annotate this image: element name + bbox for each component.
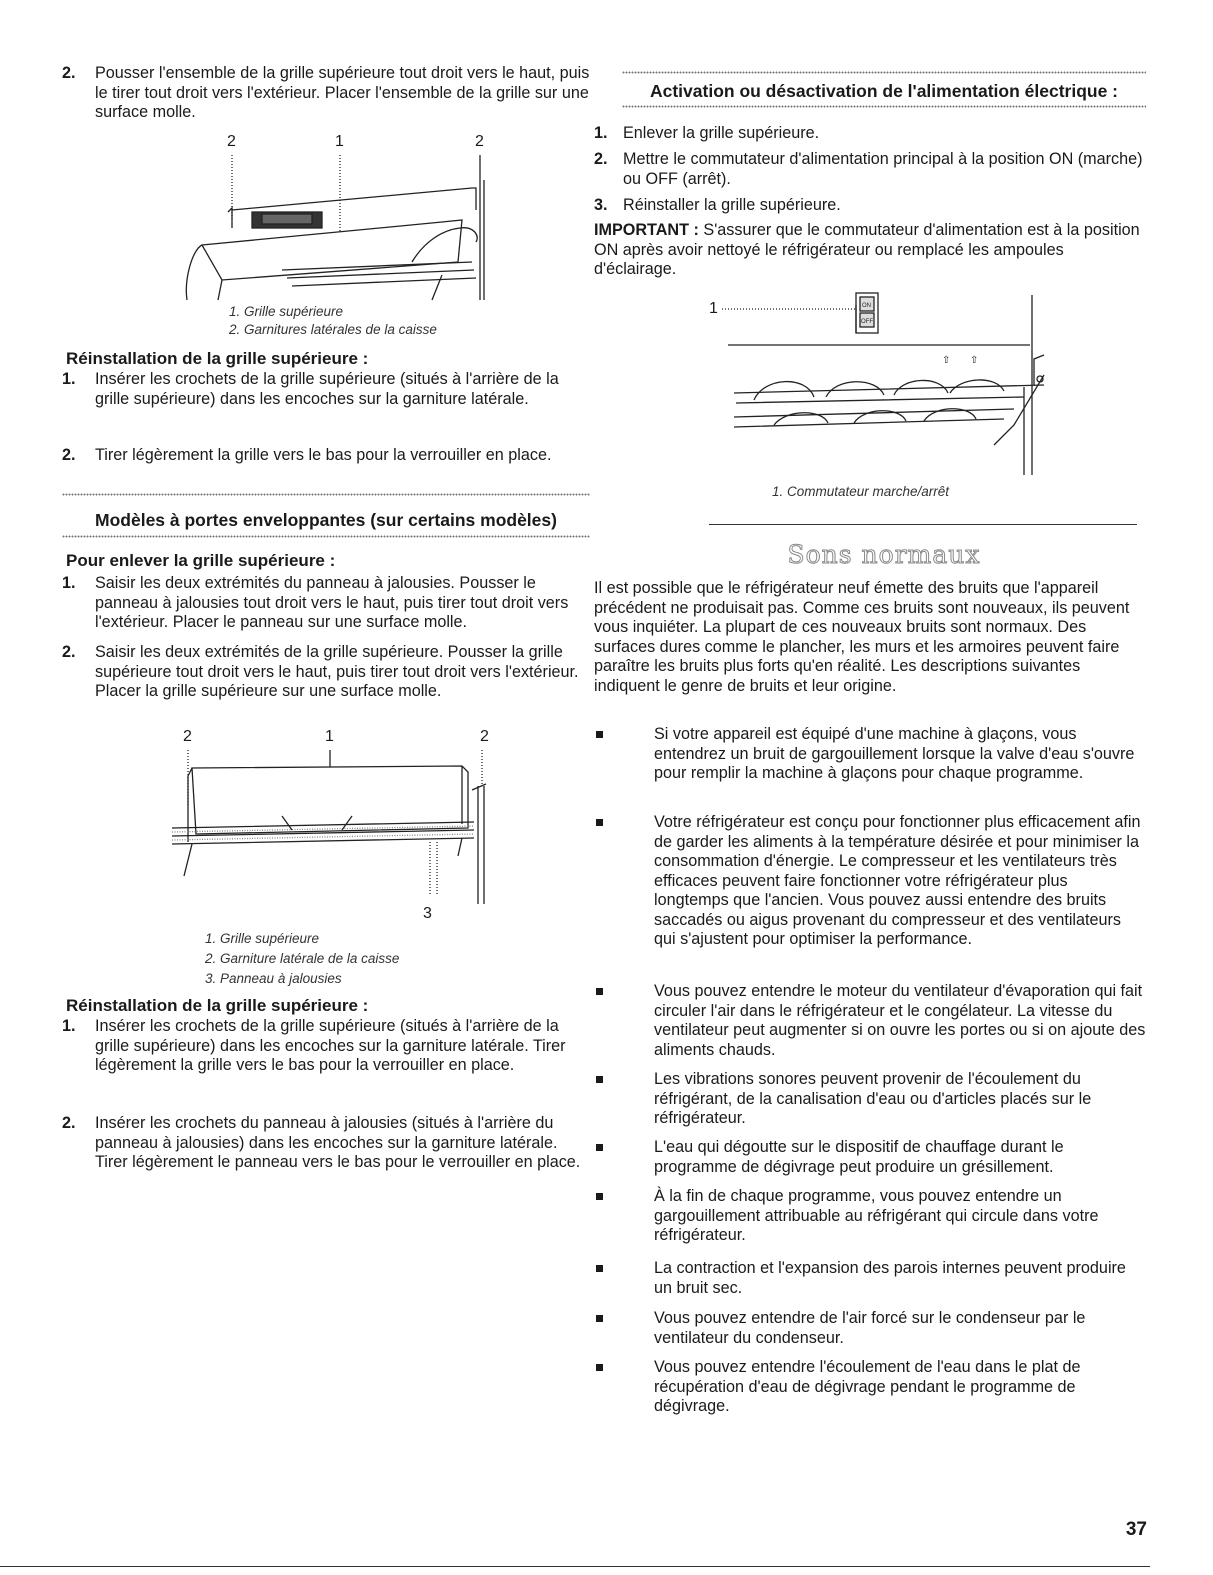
list-item: Les vibrations sonores peuvent provenir de l'écoulement du réfrigérant, de la canalisation d'eau ou d'articles placés sur le réfrigérateur. [594, 1070, 1146, 1129]
bullet-icon [596, 819, 603, 826]
instruction-step: 2. Mettre le commutateur d'alimentation principal à la position ON (marche) ou OFF (arrêt). [594, 150, 1143, 188]
page-number: 37 [1125, 1519, 1147, 1540]
dotted-rule [622, 105, 1146, 108]
section-heading: Réinstallation de la grille supérieure : [66, 349, 369, 368]
instruction-step: 3. Réinstaller la grille supérieure. [594, 196, 841, 214]
list-item: La contraction et l'expansion des parois internes peuvent produire un bruit sec. [594, 1259, 1146, 1298]
instruction-step: 1. Enlever la grille supérieure. [594, 124, 820, 142]
section-divider [709, 524, 1137, 525]
bullet-icon [596, 731, 603, 738]
figure-caption: 2. Garniture latérale de la caisse [205, 951, 400, 966]
instruction-step: 2. Pousser l'ensemble de la grille supérieure tout droit vers le haut, puis le tirer tout droit vers l'extérieur. Placer l'ensemble de la grille sur une surface molle. [62, 64, 590, 121]
list-item: À la fin de chaque programme, vous pouvez entendre un gargouillement attribuable au réfrigérant qui circule dans votre réfrigérateur. [594, 1187, 1146, 1246]
figure-callout: 2 [475, 133, 484, 150]
list-item: Vous pouvez entendre le moteur du ventilateur d'évaporation qui fait circuler l'air dans le réfrigérateur et le congélateur. La vitesse du ventilateur peut augmenter si on ouvre les portes ou si on ajoute des aliments chauds. [594, 982, 1146, 1060]
bullet-icon [596, 1315, 603, 1322]
instruction-step: 1. Insérer les crochets de la grille supérieure (situés à l'arrière de la grille supérieure) dans les encoches sur la garniture latérale. Tirer légèrement la grille vers le bas pour la verrouiller en place. [62, 1017, 566, 1074]
list-item: L'eau qui dégoutte sur le dispositif de chauffage durant le programme de dégivrage peut produire un grésillement. [594, 1138, 1146, 1177]
footer-rule [0, 1566, 1150, 1567]
bullet-icon [596, 988, 603, 995]
power-switch-illustration [714, 285, 1064, 480]
figure-caption: 1. Commutateur marche/arrêt [772, 484, 950, 499]
bullet-icon [596, 1076, 603, 1083]
figure-callout: 1 [709, 300, 718, 317]
figure-caption: 1. Grille supérieure [205, 931, 320, 946]
section-title: Sons normaux [787, 540, 981, 569]
svg-text:⇧: ⇧ [970, 355, 979, 366]
figure-caption: 1. Grille supérieure [229, 304, 344, 319]
grille-removal-illustration [162, 150, 492, 302]
important-note: IMPORTANT : S'assurer que le commutateur d'alimentation est à la position ON après avoir nettoyé le réfrigérateur ou remplacé les ampoules d'éclairage. [594, 221, 1140, 278]
figure-callout: 2 [183, 728, 192, 745]
list-item: Si votre appareil est équipé d'une machine à glaçons, vous entendrez un bruit de gargouillement lorsque la valve d'eau s'ouvre pour remplir la machine à glaçons pour chaque programme. [594, 725, 1146, 784]
figure-callout: 1 [325, 728, 334, 745]
list-item: Vous pouvez entendre l'écoulement de l'eau dans le plat de récupération d'eau de dégivrage pendant le programme de dégivrage. [594, 1358, 1146, 1417]
instruction-step: 2. Tirer légèrement la grille vers le bas pour la verrouiller en place. [62, 446, 552, 464]
instruction-step: 2. Insérer les crochets du panneau à jalousies (situés à l'arrière du panneau à jalousies) dans les encoches sur la garniture latérale. Tirer légèrement le panneau vers le bas pour le verrouiller en place. [62, 1114, 581, 1171]
figure-caption: 3. Panneau à jalousies [205, 971, 342, 986]
bullet-icon [596, 1144, 603, 1151]
figure-callout: 3 [423, 905, 432, 922]
louvered-panel-illustration [162, 746, 492, 906]
bullet-icon [596, 1364, 603, 1371]
switch-on-label: ON [862, 303, 871, 309]
list-item: Vous pouvez entendre de l'air forcé sur le condenseur par le ventilateur du condenseur. [594, 1309, 1146, 1348]
section-banner: Modèles à portes enveloppantes (sur certains modèles) [95, 510, 557, 530]
figure-caption: 2. Garnitures latérales de la caisse [229, 322, 437, 337]
dotted-rule [62, 535, 590, 538]
section-banner: Activation ou désactivation de l'alimentation électrique : [649, 81, 1118, 101]
bullet-icon [596, 1193, 603, 1200]
section-heading: Pour enlever la grille supérieure : [66, 551, 336, 570]
figure-callout: 1 [335, 133, 344, 150]
section-heading: Réinstallation de la grille supérieure : [66, 996, 369, 1015]
dotted-rule [622, 71, 1146, 74]
instruction-step: 1. Saisir les deux extrémités du panneau à jalousies. Pousser le panneau à jalousies tout droit vers le haut, puis tirer tout droit vers l'extérieur. Placer le panneau sur une surface molle. [62, 574, 569, 631]
svg-text:⇧: ⇧ [942, 355, 951, 366]
switch-off-label: OFF [861, 319, 873, 325]
instruction-step: 1. Insérer les crochets de la grille supérieure (situés à l'arrière de la grille supérieure) dans les encoches sur la garniture latérale. [62, 370, 559, 408]
bullet-icon [596, 1265, 603, 1272]
figure-callout: 2 [480, 728, 489, 745]
list-item: Votre réfrigérateur est conçu pour fonctionner plus efficacement afin de garder les aliments à la température désirée et pour minimiser la consommation d'énergie. Le compresseur et les ventilateurs très efficaces peuvent faire fonctionner votre réfrigérateur plus longtemps que l'ancien. Vous pouvez aussi entendre des bruits saccadés ou aigus provenant du compresseur et des ventilateurs qui s'ajustent pour optimiser la performance. [594, 813, 1146, 950]
figure-callout: 2 [227, 133, 236, 150]
dotted-rule [62, 493, 590, 496]
intro-paragraph: Il est possible que le réfrigérateur neuf émette des bruits que l'appareil précédent ne produisait pas. Comme ces bruits sont nouveaux, ils peuvent vous inquiéter. La plupart de ces nouveaux bruits sont normaux. Des surfaces dures comme le plancher, les murs et les armoires peuvent faire paraître les bruits plus forts qu'en réalité. Les descriptions suivantes indiquent le genre de bruits et leur origine. [594, 579, 1130, 695]
instruction-step: 2. Saisir les deux extrémités de la grille supérieure. Pousser la grille supérieure tout droit vers le haut, puis tirer tout droit vers l'extérieur. Placer la grille supérieure sur une surface molle. [62, 643, 579, 700]
